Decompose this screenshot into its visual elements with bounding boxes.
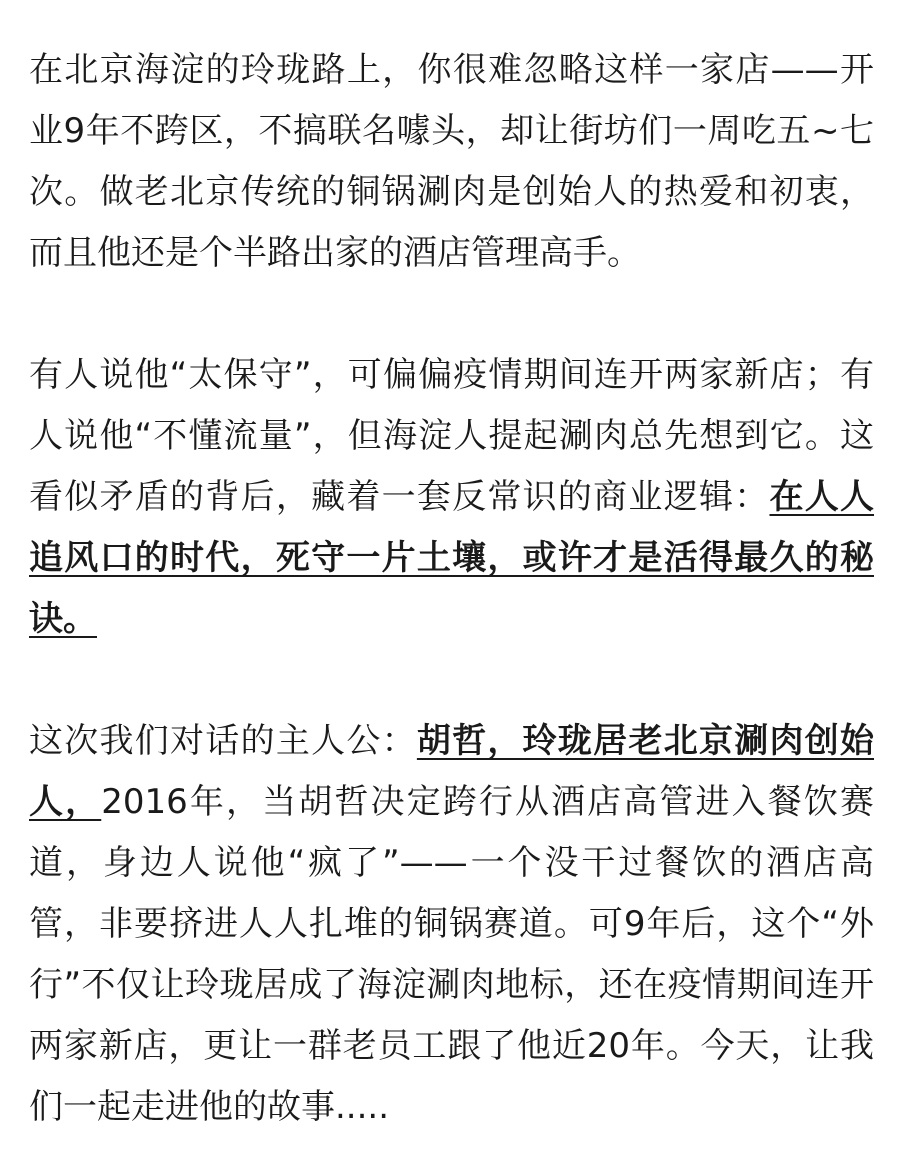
paragraph-intro: [29, 40, 874, 284]
text-run: 这次我们对话的主人公：: [29, 721, 417, 761]
paragraph-logic: [29, 345, 874, 650]
text-run: 有人说他“太保守”，可偏偏疫情期间连开两家新店；有人说他“不懂流量”，但海淀人提起涮肉总先想到它。这看似矛盾的背后，藏着一套反常识的商业逻辑：: [29, 355, 874, 517]
article-body: [29, 40, 874, 1138]
emphasized-text: 胡哲，玲珑居老北京涮肉创始人，: [29, 721, 875, 822]
paragraph-protagonist: [29, 711, 874, 1138]
emphasized-text: 在人人追风口的时代，死守一片土壤，或许才是活得最久的秘诀。: [29, 477, 875, 639]
text-run: 2016年，当胡哲决定跨行从酒店高管进入餐饮赛道，身边人说他“疯了”——一个没干过餐饮的酒店高管，非要挤进人人扎堆的铜锅赛道。可9年后，这个“外行”不仅让玲珑居成了海淀涮肉地标，还在疫情期间连开两家新店，更让一群老员工跟了他近20年。今天，让我们一起走进他的故事.....: [29, 782, 875, 1127]
text-run: 在北京海淀的玲珑路上，你很难忽略这样一家店——开业9年不跨区，不搞联名噱头，却让街坊们一周吃五~七次。做老北京传统的铜锅涮肉是创始人的热爱和初衷，而且他还是个半路出家的酒店管理高手。: [29, 50, 874, 273]
